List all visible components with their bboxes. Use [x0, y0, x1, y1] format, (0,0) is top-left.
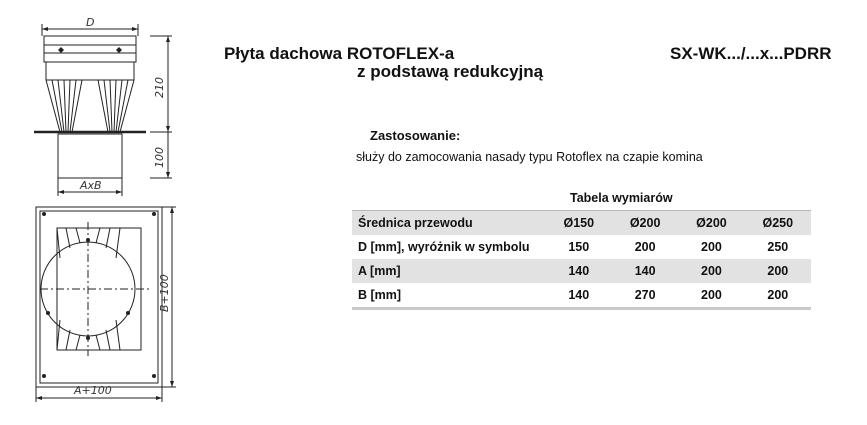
table-cell: 270 [612, 283, 678, 309]
table-cell: 250 [767, 240, 789, 254]
table-cell: Ø150 [546, 211, 612, 236]
dim-label-d: D [86, 16, 95, 29]
table-cell: Ø200 [678, 211, 744, 236]
product-subtitle: z podstawą redukcyjną [357, 62, 544, 81]
table-row-label: D [mm], wyróżnik w symbolu [358, 240, 530, 254]
table-row-label: Średnica przewodu [352, 211, 546, 236]
dimension-table [352, 210, 811, 310]
table-row [352, 259, 811, 283]
table-cell: 140 [546, 259, 612, 283]
table-cell: Ø200 [612, 211, 678, 236]
table-cell: 200 [678, 283, 744, 309]
table-cell: Ø250 [745, 211, 811, 236]
dim-label-axb: AxB [80, 179, 102, 192]
dim-label-a100: A+100 [74, 384, 112, 397]
application-heading: Zastosowanie: [370, 128, 461, 143]
table-cell: 200 [745, 259, 811, 283]
table-row [352, 283, 811, 309]
table-cell: 200 [634, 240, 656, 254]
dimension-table-title: Tabela wymiarów [570, 191, 673, 205]
dim-label-b100: B+100 [158, 274, 171, 312]
product-code: SX-WK.../...x...PDRR [670, 44, 832, 63]
application-text: służy do zamocowania nasady typu Rotoflex na czapie komina [356, 150, 703, 164]
table-cell: 200 [678, 259, 744, 283]
table-row-label: A [mm] [352, 259, 546, 283]
table-cell: 140 [612, 259, 678, 283]
table-row [352, 235, 811, 259]
product-title: Płyta dachowa ROTOFLEX-a [224, 44, 455, 63]
dim-label-210: 210 [153, 77, 166, 98]
dim-label-100: 100 [153, 147, 166, 168]
table-row [352, 211, 811, 236]
table-cell: 200 [745, 283, 811, 309]
table-cell: 200 [701, 240, 722, 254]
table-cell: 150 [568, 240, 590, 254]
table-row-label: B [mm] [352, 283, 546, 309]
table-cell: 140 [546, 283, 612, 309]
